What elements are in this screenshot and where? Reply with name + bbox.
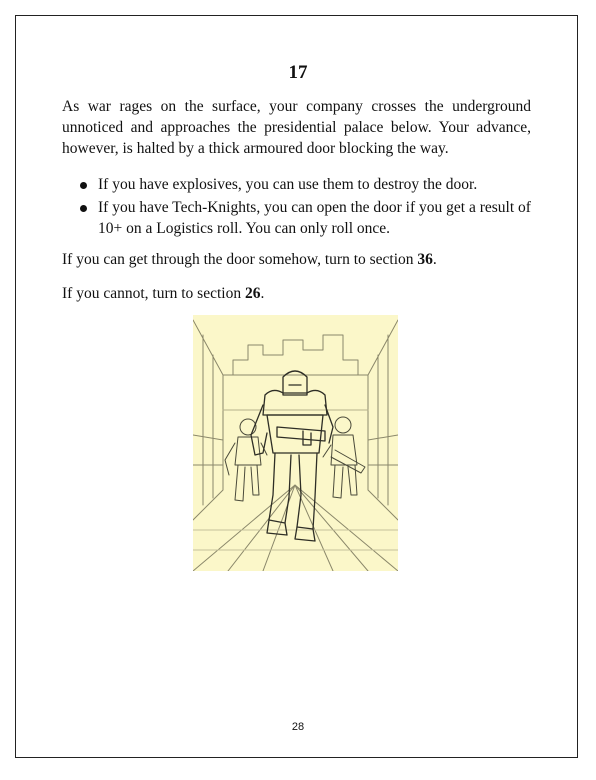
outcome-through-suffix: . xyxy=(432,251,437,268)
outcome-cannot-suffix: . xyxy=(260,285,265,302)
outcome-cannot-text: If you cannot, turn to section xyxy=(62,285,245,302)
section-number: 17 xyxy=(288,62,308,83)
option-item xyxy=(62,197,531,239)
floor-lines-icon xyxy=(193,485,398,571)
bullet-icon xyxy=(80,205,87,212)
soldier-left-icon xyxy=(225,419,267,501)
outcome-through xyxy=(62,249,531,270)
option-list xyxy=(62,174,531,241)
outcome-cannot xyxy=(62,283,531,304)
bullet-icon xyxy=(80,182,87,189)
intro-paragraph: As war rages on the surface, your company crosses the underground unnoticed and approaches the presidential palace below. Your advance, however, is halted by a thick armoured door blocking the way. xyxy=(62,98,531,157)
outcome-through-text: If you can get through the door somehow, turn to section xyxy=(62,251,418,268)
soldier-right-icon xyxy=(323,417,365,498)
section-link-26[interactable]: 26 xyxy=(244,285,261,302)
armoured-soldiers-illustration xyxy=(193,315,398,571)
option-text: If you have Tech-Knights, you can open the door if you get a result of 10+ on a Logistics roll. You can only roll once. xyxy=(98,199,531,237)
page-number: 28 xyxy=(291,721,305,733)
corridor-walls-icon xyxy=(193,320,398,520)
section-link-36[interactable]: 36 xyxy=(417,251,433,268)
option-item xyxy=(62,174,531,195)
option-text: If you have explosives, you can use them to destroy the door. xyxy=(98,176,478,193)
